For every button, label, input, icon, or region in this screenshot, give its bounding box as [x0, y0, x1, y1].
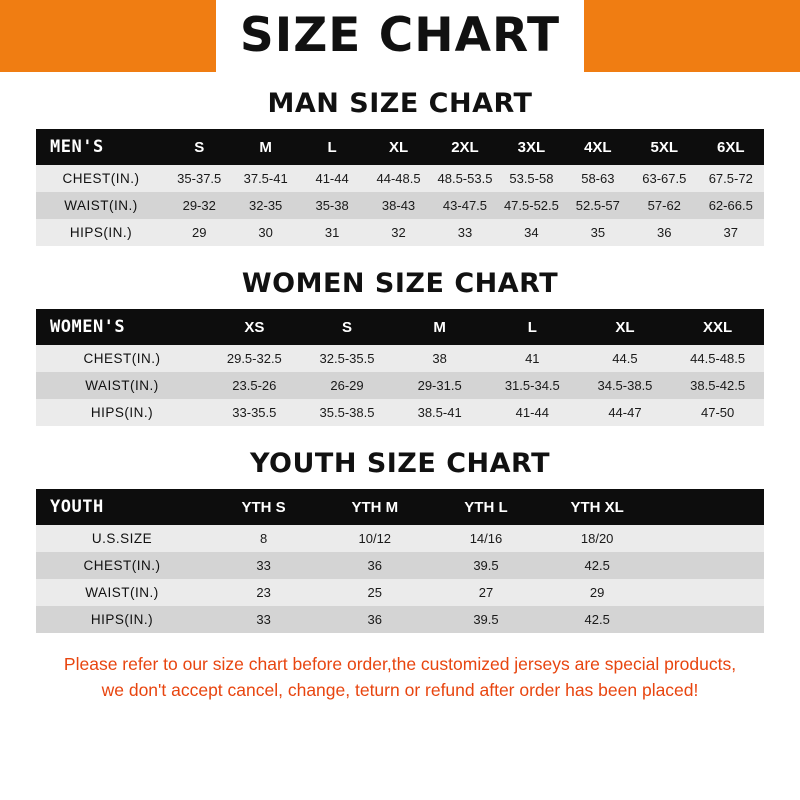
youth-cell-3-0: 33 [256, 612, 271, 627]
women-size-table [36, 309, 764, 426]
table-row [36, 165, 764, 192]
man-cell-1-7: 57-62 [647, 198, 681, 213]
man-cell-0-0: 35-37.5 [177, 171, 222, 186]
man-cell-0-2: 41-44 [315, 171, 349, 186]
youth-size-table [36, 489, 764, 633]
table-row [36, 372, 764, 399]
man-col-header-8: 6XL [716, 138, 745, 156]
man-cell-1-8: 62-66.5 [708, 198, 753, 213]
youth-col-header-0: YTH S [241, 498, 286, 516]
youth-section-title: YOUTH SIZE CHART [249, 448, 551, 479]
youth-cell-0-4 [653, 525, 764, 552]
youth-table-head [36, 489, 764, 525]
table-row [36, 525, 764, 552]
man-table-head [36, 129, 764, 165]
women-cell-0-3: 41 [525, 351, 540, 366]
women-cell-2-4: 44-47 [608, 405, 642, 420]
women-col-header-5: XXL [703, 318, 733, 336]
youth-row-label-3: HIPS(IN.) [90, 612, 154, 627]
table-row [36, 579, 764, 606]
women-cell-2-1: 35.5-38.5 [319, 405, 375, 420]
women-cell-2-3: 41-44 [515, 405, 549, 420]
women-cell-2-5: 47-50 [701, 405, 735, 420]
women-col-header-2: M [433, 318, 446, 336]
women-table-head [36, 309, 764, 345]
youth-cell-3-2: 39.5 [473, 612, 499, 627]
youth-cell-0-3: 18/20 [580, 531, 614, 546]
women-cell-0-1: 32.5-35.5 [319, 351, 375, 366]
women-cell-0-5: 44.5-48.5 [690, 351, 746, 366]
man-size-table [36, 129, 764, 246]
youth-table-body [36, 525, 764, 633]
youth-cell-0-0: 8 [259, 531, 268, 546]
women-cell-0-4: 44.5 [612, 351, 638, 366]
banner-left-accent [0, 0, 216, 72]
youth-col-header-1: YTH M [351, 498, 399, 516]
man-cell-2-3: 32 [391, 225, 406, 240]
women-cell-2-2: 38.5-41 [417, 405, 462, 420]
man-table-body [36, 165, 764, 246]
youth-cell-2-4 [653, 579, 764, 606]
women-section-title: WOMEN SIZE CHART [241, 268, 559, 299]
man-col-header-2: L [327, 138, 337, 156]
man-cell-1-2: 35-38 [315, 198, 349, 213]
youth-cell-1-3: 42.5 [584, 558, 610, 573]
man-col-header-4: 2XL [451, 138, 479, 156]
youth-corner-header: YOUTH [50, 497, 104, 517]
youth-col-header-2: YTH L [464, 498, 508, 516]
man-table-wrapper [36, 129, 764, 246]
man-cell-1-5: 47.5-52.5 [503, 198, 559, 213]
women-row-label-1: WAIST(IN.) [85, 378, 159, 393]
disclaimer-line-1: Please refer to our size chart before order,the customized jerseys are special products, [63, 654, 737, 674]
man-col-header-3: XL [388, 138, 409, 156]
youth-cell-1-2: 39.5 [473, 558, 499, 573]
man-row-label-0: CHEST(IN.) [62, 171, 140, 186]
women-col-header-3: L [527, 318, 537, 336]
man-cell-0-4: 48.5-53.5 [437, 171, 493, 186]
table-row [36, 399, 764, 426]
man-row-label-2: HIPS(IN.) [69, 225, 133, 240]
youth-cell-1-1: 36 [367, 558, 383, 573]
youth-row-label-2: WAIST(IN.) [85, 585, 159, 600]
youth-cell-1-0: 33 [256, 558, 271, 573]
youth-cell-3-4 [653, 606, 764, 633]
youth-cell-2-1: 25 [367, 585, 383, 600]
women-cell-0-2: 38 [432, 351, 447, 366]
women-cell-1-3: 31.5-34.5 [504, 378, 560, 393]
disclaimer-note [14, 651, 786, 703]
women-cell-1-5: 38.5-42.5 [690, 378, 746, 393]
man-row-label-1: WAIST(IN.) [64, 198, 138, 213]
women-table-wrapper [36, 309, 764, 426]
youth-cell-0-1: 10/12 [358, 531, 392, 546]
man-cell-2-1: 30 [258, 225, 273, 240]
man-cell-1-4: 43-47.5 [442, 198, 488, 213]
women-cell-1-0: 23.5-26 [232, 378, 277, 393]
table-row [36, 219, 764, 246]
man-cell-1-3: 38-43 [381, 198, 416, 213]
man-col-header-6: 4XL [584, 138, 612, 156]
man-cell-0-7: 63-67.5 [642, 171, 687, 186]
man-cell-0-6: 58-63 [581, 171, 615, 186]
man-cell-2-5: 34 [524, 225, 539, 240]
youth-row-label-0: U.S.SIZE [91, 531, 153, 546]
man-cell-2-7: 36 [657, 225, 672, 240]
youth-cell-3-3: 42.5 [584, 612, 610, 627]
man-col-header-7: 5XL [650, 138, 679, 156]
youth-col-header-4 [653, 489, 764, 525]
table-row [36, 345, 764, 372]
man-cell-2-0: 29 [191, 225, 207, 240]
women-col-header-1: S [341, 318, 352, 336]
youth-cell-0-2: 14/16 [469, 531, 503, 546]
man-cell-0-3: 44-48.5 [376, 171, 421, 186]
man-cell-0-8: 67.5-72 [708, 171, 753, 186]
youth-cell-1-4 [653, 552, 764, 579]
table-row [36, 552, 764, 579]
man-col-header-0: S [194, 138, 205, 156]
man-cell-1-1: 32-35 [249, 198, 283, 213]
man-cell-2-8: 37 [723, 225, 738, 240]
man-col-header-5: 3XL [517, 138, 546, 156]
man-cell-2-6: 35 [590, 225, 606, 240]
youth-header-row [36, 489, 764, 525]
header-banner [0, 0, 800, 72]
women-cell-1-2: 29-31.5 [417, 378, 462, 393]
youth-col-header-3: YTH XL [570, 498, 624, 516]
youth-cell-2-2: 27 [478, 585, 494, 600]
man-cell-0-5: 53.5-58 [509, 171, 554, 186]
women-cell-1-1: 26-29 [330, 378, 364, 393]
man-section-title: MAN SIZE CHART [267, 88, 533, 119]
page-title: SIZE CHART [239, 8, 561, 63]
women-cell-1-4: 34.5-38.5 [597, 378, 653, 393]
women-cell-2-0: 33-35.5 [232, 405, 277, 420]
man-header-row [36, 129, 764, 165]
table-row [36, 192, 764, 219]
man-col-header-1: M [259, 138, 272, 156]
youth-cell-2-0: 23 [256, 585, 271, 600]
women-col-header-0: XS [244, 318, 265, 336]
women-row-label-2: HIPS(IN.) [90, 405, 154, 420]
women-cell-0-0: 29.5-32.5 [226, 351, 282, 366]
man-cell-0-1: 37.5-41 [243, 171, 288, 186]
table-row [36, 606, 764, 633]
man-cell-1-6: 52.5-57 [575, 198, 620, 213]
banner-right-accent [584, 0, 800, 72]
women-col-header-4: XL [615, 318, 635, 336]
women-table-body [36, 345, 764, 426]
women-header-row [36, 309, 764, 345]
women-corner-header: WOMEN'S [50, 317, 126, 337]
youth-row-label-1: CHEST(IN.) [83, 558, 161, 573]
youth-table-wrapper [36, 489, 764, 633]
women-row-label-0: CHEST(IN.) [83, 351, 161, 366]
youth-cell-2-3: 29 [589, 585, 605, 600]
man-cell-2-4: 33 [457, 225, 473, 240]
youth-cell-3-1: 36 [367, 612, 383, 627]
disclaimer-line-2: we don't accept cancel, change, teturn or refund after order has been placed! [101, 680, 699, 700]
man-corner-header: MEN'S [50, 137, 104, 157]
man-cell-2-2: 31 [324, 225, 340, 240]
man-cell-1-0: 29-32 [182, 198, 216, 213]
